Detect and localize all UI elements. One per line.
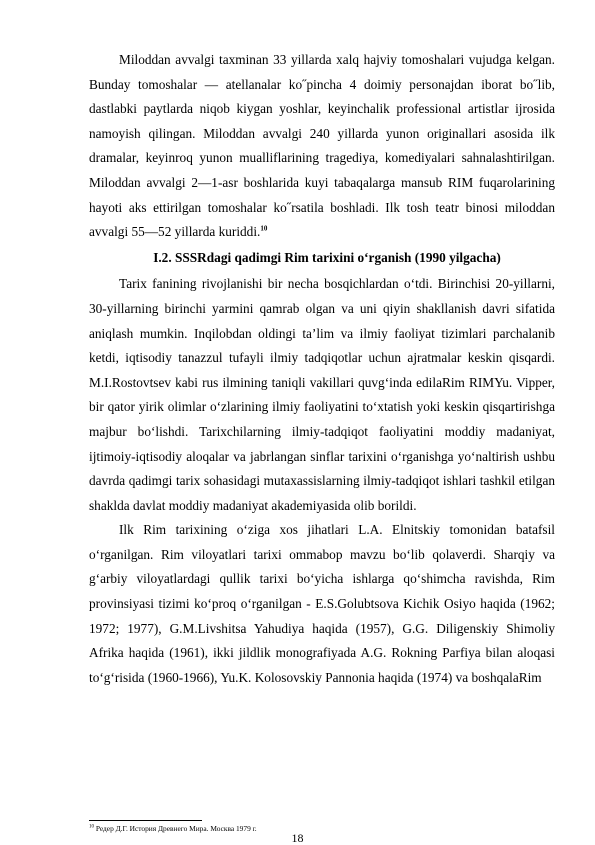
footnote-number: 10	[89, 824, 94, 830]
footnote-text: Редер Д.Г. История Древнего Мира. Москва 1979 г.	[94, 824, 257, 833]
section-heading: I.2. SSSRdagi qadimgi Rim tarixini o‘rganish (1990 yilgacha)	[153, 249, 501, 265]
page-body	[89, 48, 555, 690]
paragraph-3: Ilk Rim tarixining o‘ziga xos jihatlari L.A. Elnitskiy tomonidan batafsil o‘rganilgan. Rim viloyatlari tarixi ommabop mavzu bo‘lib qolaverdi. Sharqiy va g‘arbiy viloyatlardagi qullik tarixi bo‘yicha ishlarga qo‘shimcha ravishda, Rim provinsiyasi tizimi ko‘proq o‘rganilgan - E.S.Golubtsova Kichik Osiyo haqida (1962; 1972; 1977), G.M.Livshitsa Yahudiya haqida (1957), G.G. Diligenskiy Shimoliy Afrika haqida (1961), ikki jildlik monografiyada A.G. Rokning Parfiya bilan aloqasi to‘g‘risida (1960-1966), Yu.K. Kolosovskiy Pannonia haqida (1974) va boshqalaRim	[89, 522, 555, 685]
paragraph-1	[89, 48, 555, 245]
paragraph-1-text: Miloddan avvalgi taxminan 33 yillarda xalq hajviy tomoshalari vujudga kelgan. Bunday tomoshalar — atellanalar ko˝pincha 4 doimiy personajdan iborat bo˝lib, dastlabki paytlarda niqob kiygan yoshlar, keyinchalik professional artistlar ijrosida namoyish qilingan. Miloddan avvalgi 240 yillarda yunon originallari asosida ilk dramalar, keyinroq yunon mualliflarining tragediya, komediyalari sahnalashtirilgan. Miloddan avvalgi 2—1-asr boshlarida kuyi tabaqalarga mansub RIM fuqarolarining hayoti aks ettirilgan tomoshalar ko˝rsatila boshladi. Ilk tosh teatr binosi miloddan avvalgi 55—52 yillarda kuriddi.	[89, 52, 555, 240]
page-number: 18	[291, 831, 304, 845]
footnote-ref: 10	[260, 224, 268, 233]
paragraph-2: Tarix fanining rivojlanishi bir necha bosqichlardan o‘tdi. Birinchisi 20-yillarni, 30-yillarning birinchi yarmini qamrab olgan va uni qiyin shakllanish davri sifatida aniqlash mumkin. Inqilobdan oldingi ta’lim va ilmiy faoliyat tizimlari parchalanib ketdi, iqtisodiy tanazzul tufayli ilmiy tadqiqotlar uchun ajratmalar keskin qisqardi. M.I.Rostovtsev kabi rus ilmining taniqli vakillari quvg‘inda edilaRim RIMYu. Vipper, bir qator yirik olimlar o‘zlarining ilmiy faoliyatini to‘xtatish yoki keskin qisqartirishga majbur bo‘lishdi. Tarixchilarning ilmiy-tadqiqot faoliyatini moddiy madaniyat, ijtimoiy-iqtisodiy aloqalar va jabrlangan sinflar tarixini o‘rganishga yo‘naltirish ushbu davrda qadimgi tarix sohasidagi mutaxassislarning ilmiy-tadqiqot ishlari tashkil etilgan shaklda davlat moddiy madaniyat akademiyasida olib borildi.	[89, 276, 555, 513]
footnote-divider	[89, 820, 202, 821]
